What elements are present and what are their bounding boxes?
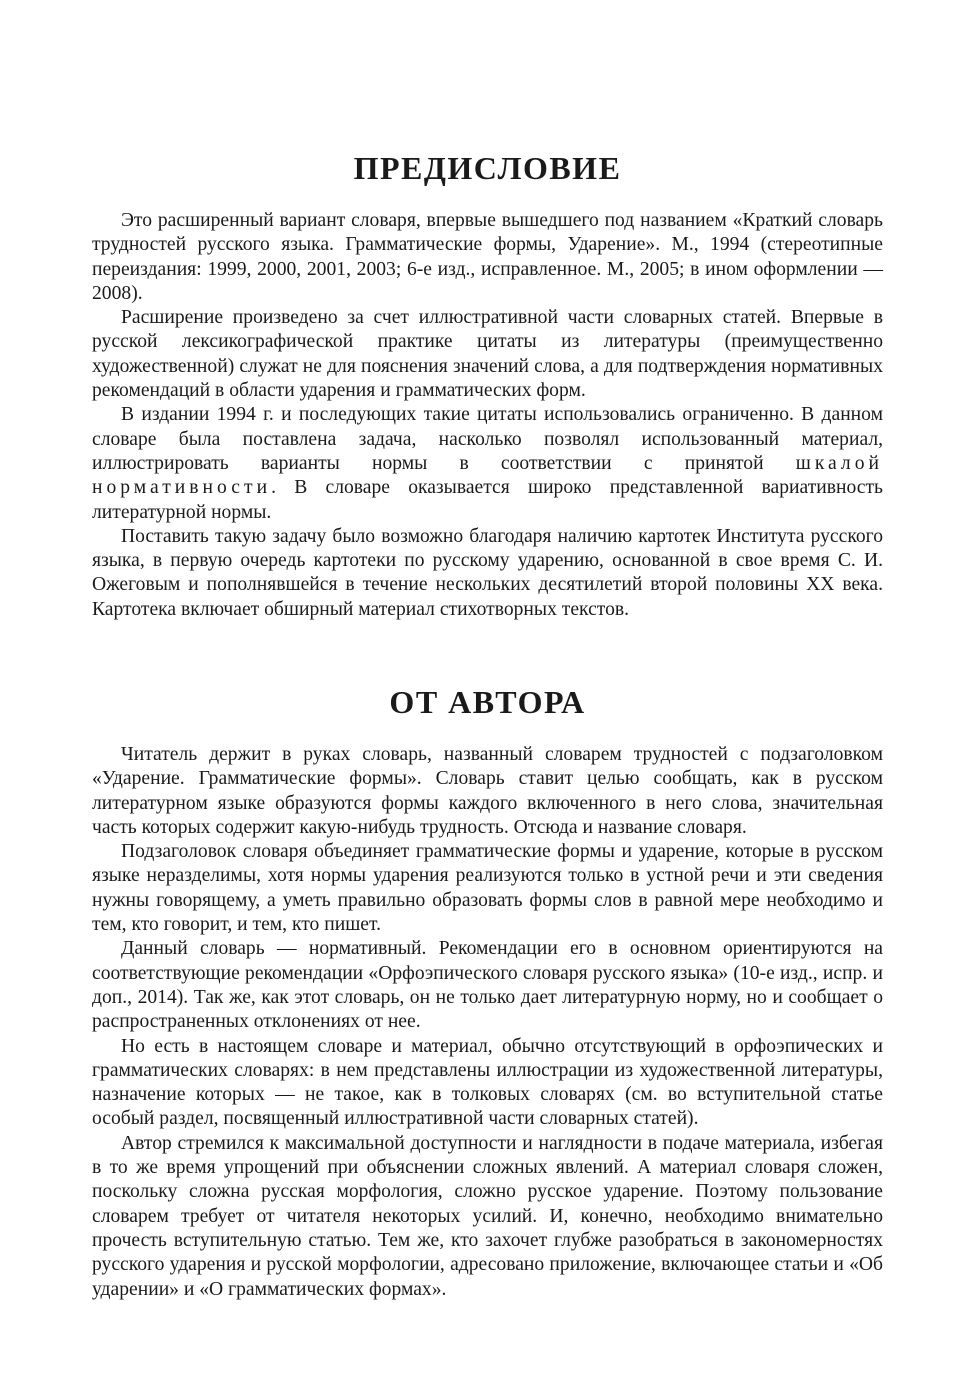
preface-paragraph-3 <box>92 403 883 524</box>
preface-paragraph-3-before: В издании 1994 г. и последующих такие цитаты использовались ограниченно. В данном словаре была поставлена задача, насколько позволял использованный материал, иллюстрировать варианты нормы в соответствии с принятой <box>92 404 883 474</box>
preface-section <box>92 209 883 622</box>
preface-paragraph-1: Это расширенный вариант словаря, впервые вышедшего под названием «Краткий словарь трудностей русского языка. Грамматические формы, Ударение». М., 1994 (стереотипные переиздания: 1999, 2000, 2001, 2003; 6-е изд., исправленное. М., 2005; в ином оформлении — 2008). <box>92 210 883 304</box>
author-paragraph-4: Но есть в настоящем словаре и материал, обычно отсутствующий в орфоэпических и грамматических словарях: в нем представлены иллюстрации из художественной литературы, назначение которых — не такое, как в толковых словарях (см. во вступительной статье особый раздел, посвященный иллюстративной части словарных статей). <box>92 1035 883 1130</box>
author-paragraph-5: Автор стремился к максимальной доступности и наглядности в подаче материала, избегая в то же время упрощений при объяснении сложных явлений. А материал словаря сложен, поскольку сложна русская морфология, сложно русское ударение. Поэтому пользование словарем требует от читателя некоторых усилий. И, конечно, необходимо внимательно прочесть вступительную статью. Тем же, кто захочет глубже разобраться в закономерностях русского ударения и русской морфологии, адресовано приложение, включающее статьи и «Об ударении» и «О грамматических формах». <box>92 1132 883 1300</box>
emphasis-term: шкалой нормативности <box>92 452 883 499</box>
author-paragraph-2: Подзаголовок словаря объединяет грамматические формы и ударение, которые в русском языке неразделимы, хотя нормы ударения реализуются только в устной речи и эти сведения нужны говорящему, а уметь правильно образовать формы слов в равной мере необходимо и тем, кто говорит, и тем, кто пишет. <box>92 841 883 936</box>
author-paragraph-1: Читатель держит в руках словарь, названный словарем трудностей с подзаголовком «Ударение. Грамматические формы». Словарь ставит целью сообщать, как в русском литературном языке образуются формы каждого включенного в него слова, значительная часть которых содержит какую-нибудь трудность. Отсюда и название словаря. <box>92 744 883 838</box>
author-section <box>92 743 883 1302</box>
preface-paragraph-3-after: . В словаре оказывается широко представленной вариативность литературной нормы. <box>92 477 883 523</box>
author-paragraph-3: Данный словарь — нормативный. Рекомендации его в основном ориентируются на соответствующие рекомендации «Орфоэпического словаря русского языка» (10-е изд., испр. и доп., 2014). Так же, как этот словарь, он не только дает литературную норму, но и сообщает о распространенных отклонениях от нее. <box>92 938 883 1033</box>
preface-paragraph-4: Поставить такую задачу было возможно благодаря наличию картотек Института русского языка, в первую очередь картотеки по русскому ударению, основанной в свое время С. И. Ожеговым и пополнявшейся в течение нескольких десятилетий второй половины XX века. Картотека включает обширный материал стихотворных текстов. <box>92 525 883 620</box>
preface-paragraph-2: Расширение произведено за счет иллюстративной части словарных статей. Впервые в русской лексикографической практике цитаты из литературы (преимущественно художественной) служат не для пояснения значений слова, а для подтверждения нормативных рекомендаций в области ударения и грамматических форм. <box>92 307 883 402</box>
author-heading: ОТ АВТОРА <box>389 684 586 720</box>
preface-heading: ПРЕДИСЛОВИЕ <box>353 150 622 186</box>
